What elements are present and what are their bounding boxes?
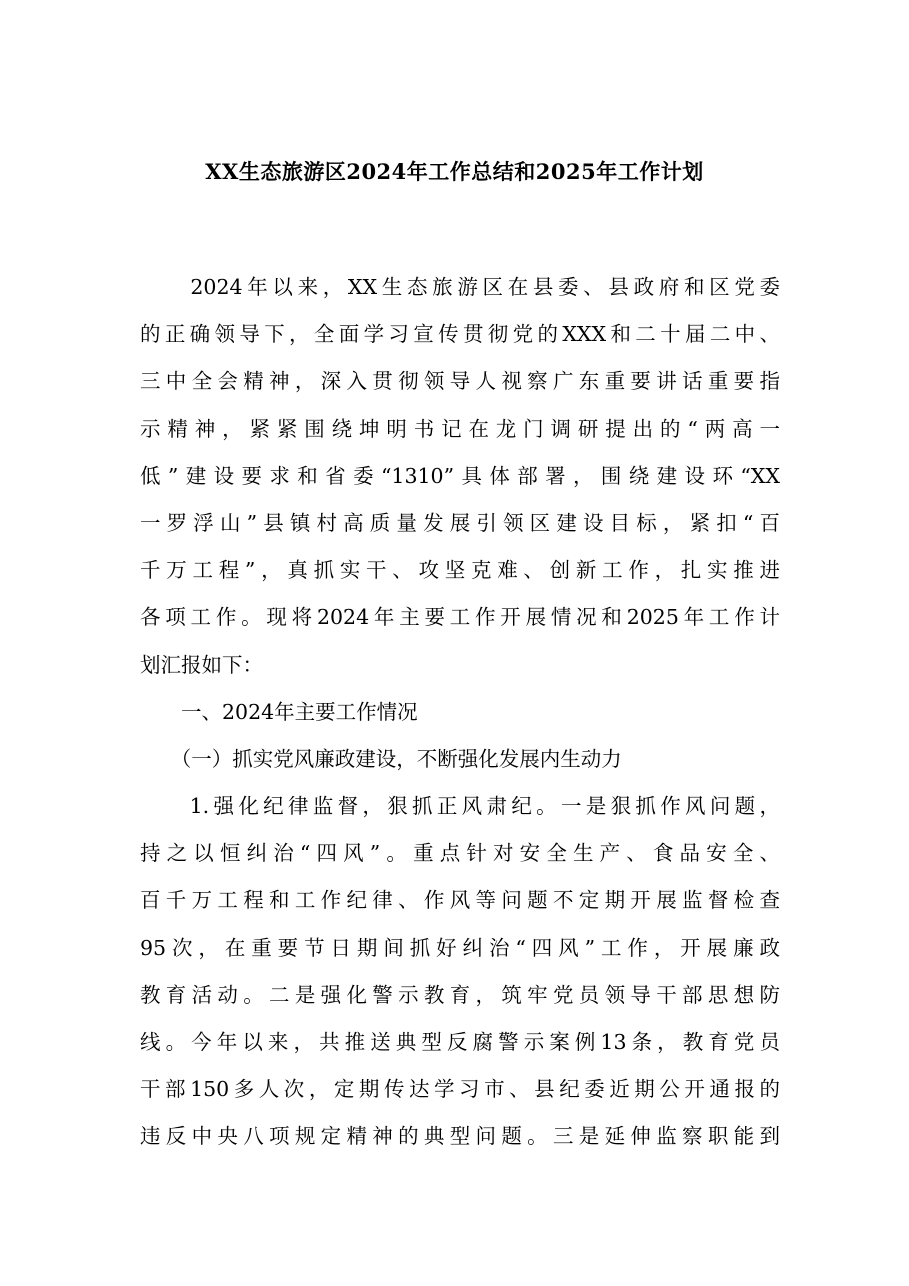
text-line: 一罗浮山”县镇村高质量发展引领区建设目标，紧扣“百 [140,510,780,535]
text-line: 教育活动。二是强化警示教育，筑牢党员领导干部思想防 [140,982,780,1007]
text-line: 示精神，紧紧围绕坤明书记在龙门调研提出的“两高一 [140,416,780,441]
text-line: 百千万工程和工作纪律、作风等问题不定期开展监督检查 [140,888,780,913]
text-line: 线。今年以来，共推送典型反腐警示案例13条，教育党员 [140,1030,780,1054]
text-line: 1.强化纪律监督，狠抓正风肃纪。一是狠抓作风问题， [140,794,780,819]
text-line: 95次，在重要节日期间抓好纠治“四风”工作，开展廉政 [140,935,780,960]
text-line: 干部150多人次，定期传达学习市、县纪委近期公开通报的 [140,1077,780,1102]
text-line: （一）抓实党风廉政建设，不断强化发展内生动力 [140,746,622,771]
text-line: 违反中央八项规定精神的典型问题。三是延伸监察职能到 [140,1124,780,1149]
text-line: 低”建设要求和省委“1310”具体部署，围绕建设环“XX [140,463,780,488]
text-line: 千万工程”，真抓实干、攻坚克难、创新工作，扎实推进 [140,558,780,583]
text-line: 的正确领导下，全面学习宣传贯彻党的XXX和二十届二中、 [140,322,780,347]
text-line: 三中全会精神，深入贯彻领导人视察广东重要讲话重要指 [140,369,780,394]
text-line: 2024年以来，XX生态旅游区在县委、县政府和区党委 [140,275,780,299]
text-line: 一、2024年主要工作情况 [140,699,418,724]
text-line: 各项工作。现将2024年主要工作开展情况和2025年工作计 [140,605,780,630]
text-line: 持之以恒纠治“四风”。重点针对安全生产、食品安全、 [140,841,780,866]
document-body [140,264,780,1161]
document-title: XX生态旅游区2024年工作总结和2025年工作计划 [205,159,704,184]
text-line: 划汇报如下： [140,652,263,677]
